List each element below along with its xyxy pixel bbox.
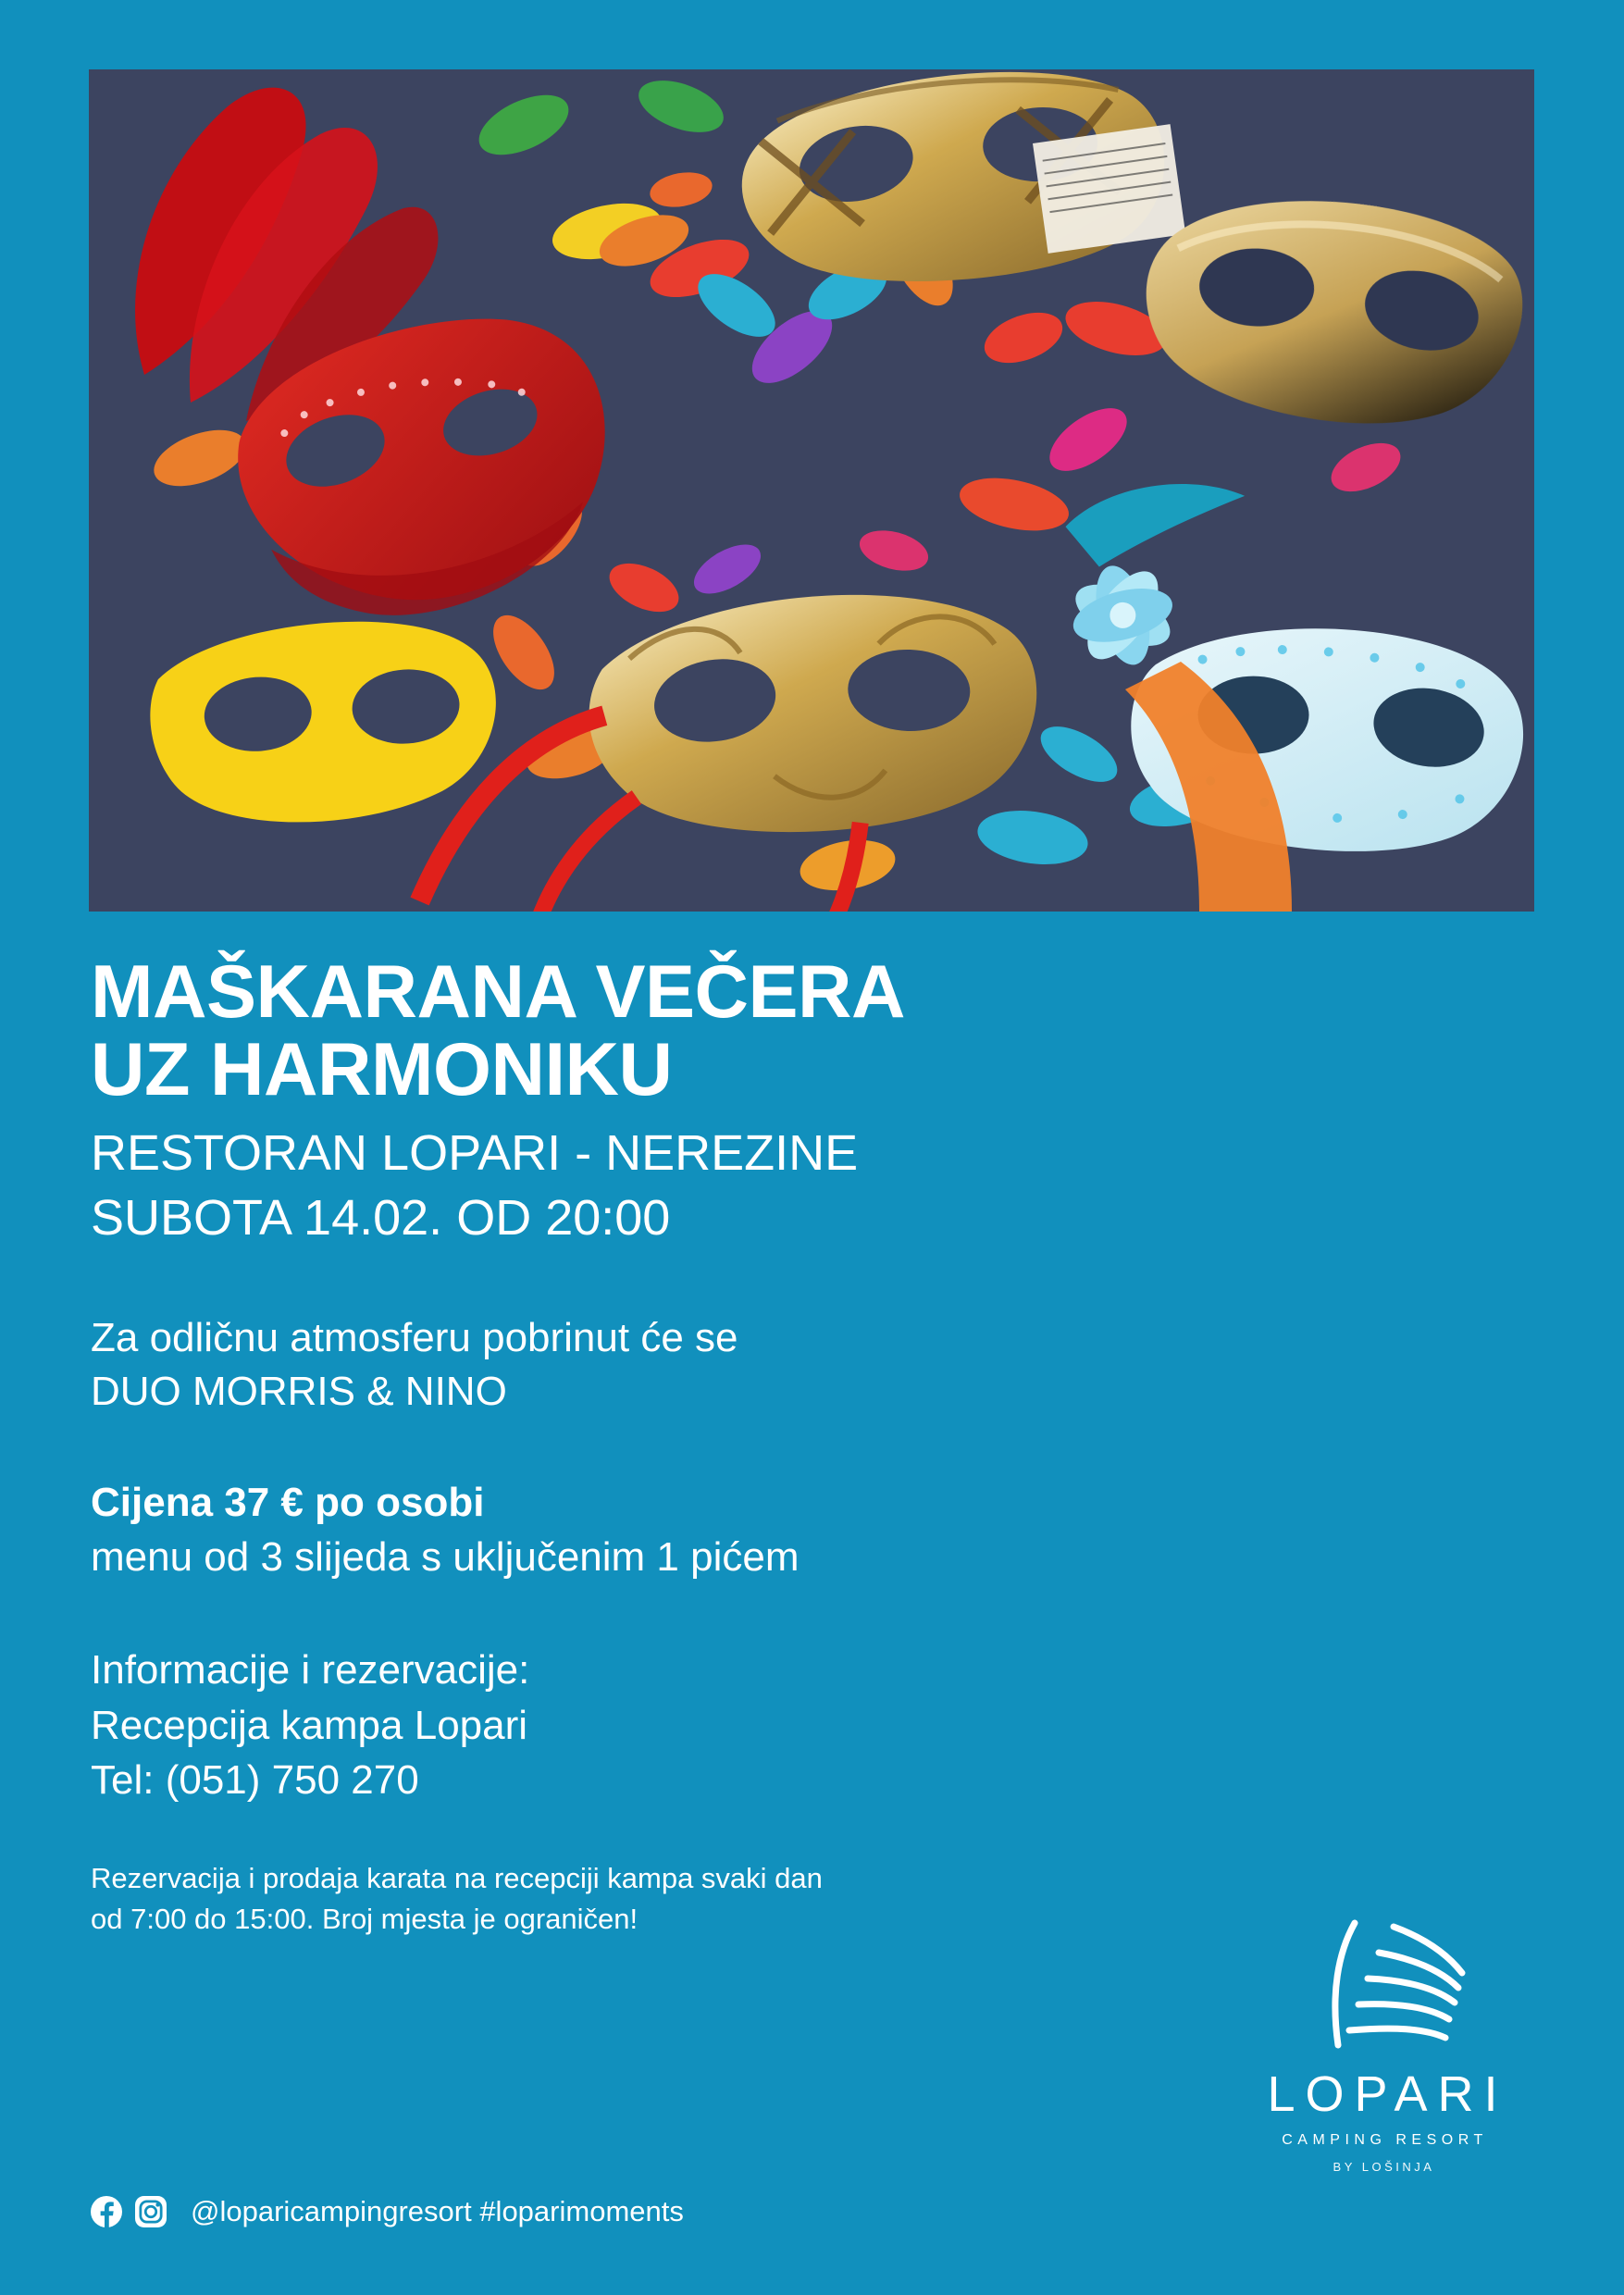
contact-phone: Tel: (051) 750 270 bbox=[91, 1757, 419, 1804]
subheading bbox=[91, 1122, 1386, 1249]
lopari-logo bbox=[1230, 1916, 1535, 2174]
headline-line-1: MAŠKARANA VEČERA bbox=[91, 950, 906, 1034]
poster-text bbox=[91, 950, 1386, 1940]
spacer bbox=[91, 1250, 1386, 1311]
headline-line-2: UZ HARMONIKU bbox=[91, 1028, 673, 1112]
performers-line: DUO MORRIS & NINO bbox=[91, 1368, 507, 1414]
photo-illustration bbox=[89, 69, 1534, 912]
datetime-line: SUBOTA 14.02. OD 20:00 bbox=[91, 1189, 671, 1246]
price-line: Cijena 37 € po osobi bbox=[91, 1479, 485, 1525]
facebook-icon[interactable] bbox=[91, 2196, 122, 2227]
page-title bbox=[91, 950, 1386, 1112]
spacer bbox=[91, 1808, 1386, 1858]
venue-line: RESTORAN LOPARI - NEREZINE bbox=[91, 1125, 859, 1182]
atmosphere-line: Za odličnu atmosferu pobrinut će se bbox=[91, 1314, 738, 1360]
contact-title: Informacije i rezervacije: bbox=[91, 1646, 530, 1693]
fineprint-line-1: Rezervacija i prodaja karata na recepciji kampa svaki dan bbox=[91, 1862, 823, 1895]
spacer bbox=[91, 1585, 1386, 1643]
menu-line: menu od 3 slijeda s uključenim 1 pićem bbox=[91, 1533, 800, 1580]
spacer bbox=[91, 1419, 1386, 1476]
social-row bbox=[91, 2195, 684, 2228]
carnival-masks-photo bbox=[89, 69, 1534, 912]
logo-tagline: CAMPING RESORT bbox=[1282, 2132, 1488, 2148]
hero-image bbox=[89, 69, 1534, 912]
logo-byline: BY LOŠINJA bbox=[1333, 2160, 1435, 2174]
social-handle: @loparicampingresort #loparimoments bbox=[191, 2195, 684, 2227]
logo-name: LOPARI bbox=[1267, 2066, 1508, 2122]
contact-place: Recepcija kampa Lopari bbox=[91, 1702, 528, 1748]
instagram-icon[interactable] bbox=[135, 2196, 167, 2227]
fineprint-line-2: od 7:00 do 15:00. Broj mjesta je ograničen! bbox=[91, 1903, 638, 1936]
lopari-wave-mark-icon bbox=[1290, 1916, 1475, 2054]
